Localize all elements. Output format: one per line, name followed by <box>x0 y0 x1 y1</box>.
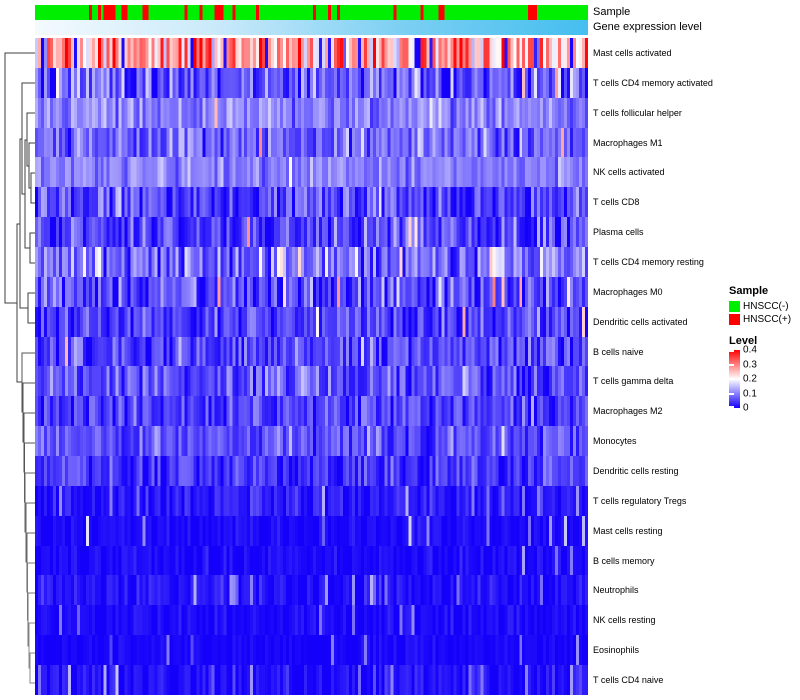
heatmap-row <box>35 68 588 98</box>
level-tick-mark <box>729 350 734 352</box>
legend-sample-title: Sample <box>729 285 769 297</box>
hnscc-negative-swatch <box>729 301 740 312</box>
legend-entry-label: HNSCC(+) <box>743 313 792 325</box>
heatmap-row <box>35 217 588 247</box>
heatmap-row <box>35 665 588 695</box>
heatmap-row <box>35 546 588 576</box>
row-label: T cells CD4 memory resting <box>593 256 704 267</box>
heatmap-row <box>35 98 588 128</box>
sample-annotation-bar <box>35 5 588 20</box>
heatmap-row <box>35 575 588 605</box>
level-tick-mark <box>729 406 734 408</box>
heatmap-row <box>35 396 588 426</box>
level-tick-label: 0.2 <box>743 373 757 385</box>
row-label: Mast cells activated <box>593 47 672 58</box>
row-label: Macrophages M0 <box>593 286 663 297</box>
row-label: Neutrophils <box>593 585 639 596</box>
level-tick-label: 0.4 <box>743 344 757 356</box>
legend <box>729 285 799 414</box>
heatmap-row <box>35 456 588 486</box>
legend-entry-label: HNSCC(-) <box>743 300 789 312</box>
legend-level-block <box>729 335 799 414</box>
heatmap-row <box>35 307 588 337</box>
row-label: NK cells resting <box>593 615 656 626</box>
heatmap-body <box>35 38 588 695</box>
row-label: Mast cells resting <box>593 525 663 536</box>
level-tick-mark <box>729 364 734 366</box>
row-label: Macrophages M2 <box>593 406 663 417</box>
heatmap-row <box>35 605 588 635</box>
row-dendrogram <box>0 0 36 700</box>
heatmap-row <box>35 337 588 367</box>
gene-expression-annotation-bar <box>35 20 588 35</box>
row-label: T cells CD4 naive <box>593 675 664 686</box>
heatmap-row <box>35 516 588 546</box>
row-label: T cells follicular helper <box>593 107 682 118</box>
heatmap-row <box>35 366 588 396</box>
sample-bar-label: Sample <box>593 6 631 18</box>
heatmap-row <box>35 277 588 307</box>
row-label: T cells CD4 memory activated <box>593 77 713 88</box>
legend-entry-hnscc-negative <box>729 300 799 312</box>
row-label: Macrophages M1 <box>593 137 663 148</box>
row-label: Plasma cells <box>593 227 644 238</box>
heatmap-row <box>35 38 588 68</box>
heatmap-row <box>35 486 588 516</box>
heatmap-row <box>35 635 588 665</box>
level-tick-mark <box>729 378 734 380</box>
legend-level-title: Level <box>729 335 758 347</box>
level-tick-label: 0 <box>743 402 749 414</box>
level-tick-mark <box>729 393 734 395</box>
row-label: Monocytes <box>593 436 637 447</box>
row-label: B cells naive <box>593 346 644 357</box>
row-label: T cells gamma delta <box>593 376 674 387</box>
legend-entry-hnscc-positive <box>729 313 799 325</box>
hnscc-positive-swatch <box>729 314 740 325</box>
level-tick-label: 0.3 <box>743 359 757 370</box>
heatmap-row <box>35 426 588 456</box>
heatmap-row <box>35 187 588 217</box>
row-label: T cells regulatory Tregs <box>593 495 687 506</box>
row-label: T cells CD8 <box>593 197 640 208</box>
row-label: Eosinophils <box>593 645 640 656</box>
row-label: Dendritic cells resting <box>593 466 679 477</box>
level-tick-label: 0.1 <box>743 388 757 399</box>
row-label: B cells memory <box>593 555 655 566</box>
heatmap-row <box>35 128 588 158</box>
heatmap-row <box>35 157 588 187</box>
row-label: Dendritic cells activated <box>593 316 688 327</box>
gene-bar-label: Gene expression level <box>593 21 702 33</box>
heatmap-row <box>35 247 588 277</box>
level-colorbar-wrap <box>729 344 799 414</box>
row-label: NK cells activated <box>593 167 665 178</box>
